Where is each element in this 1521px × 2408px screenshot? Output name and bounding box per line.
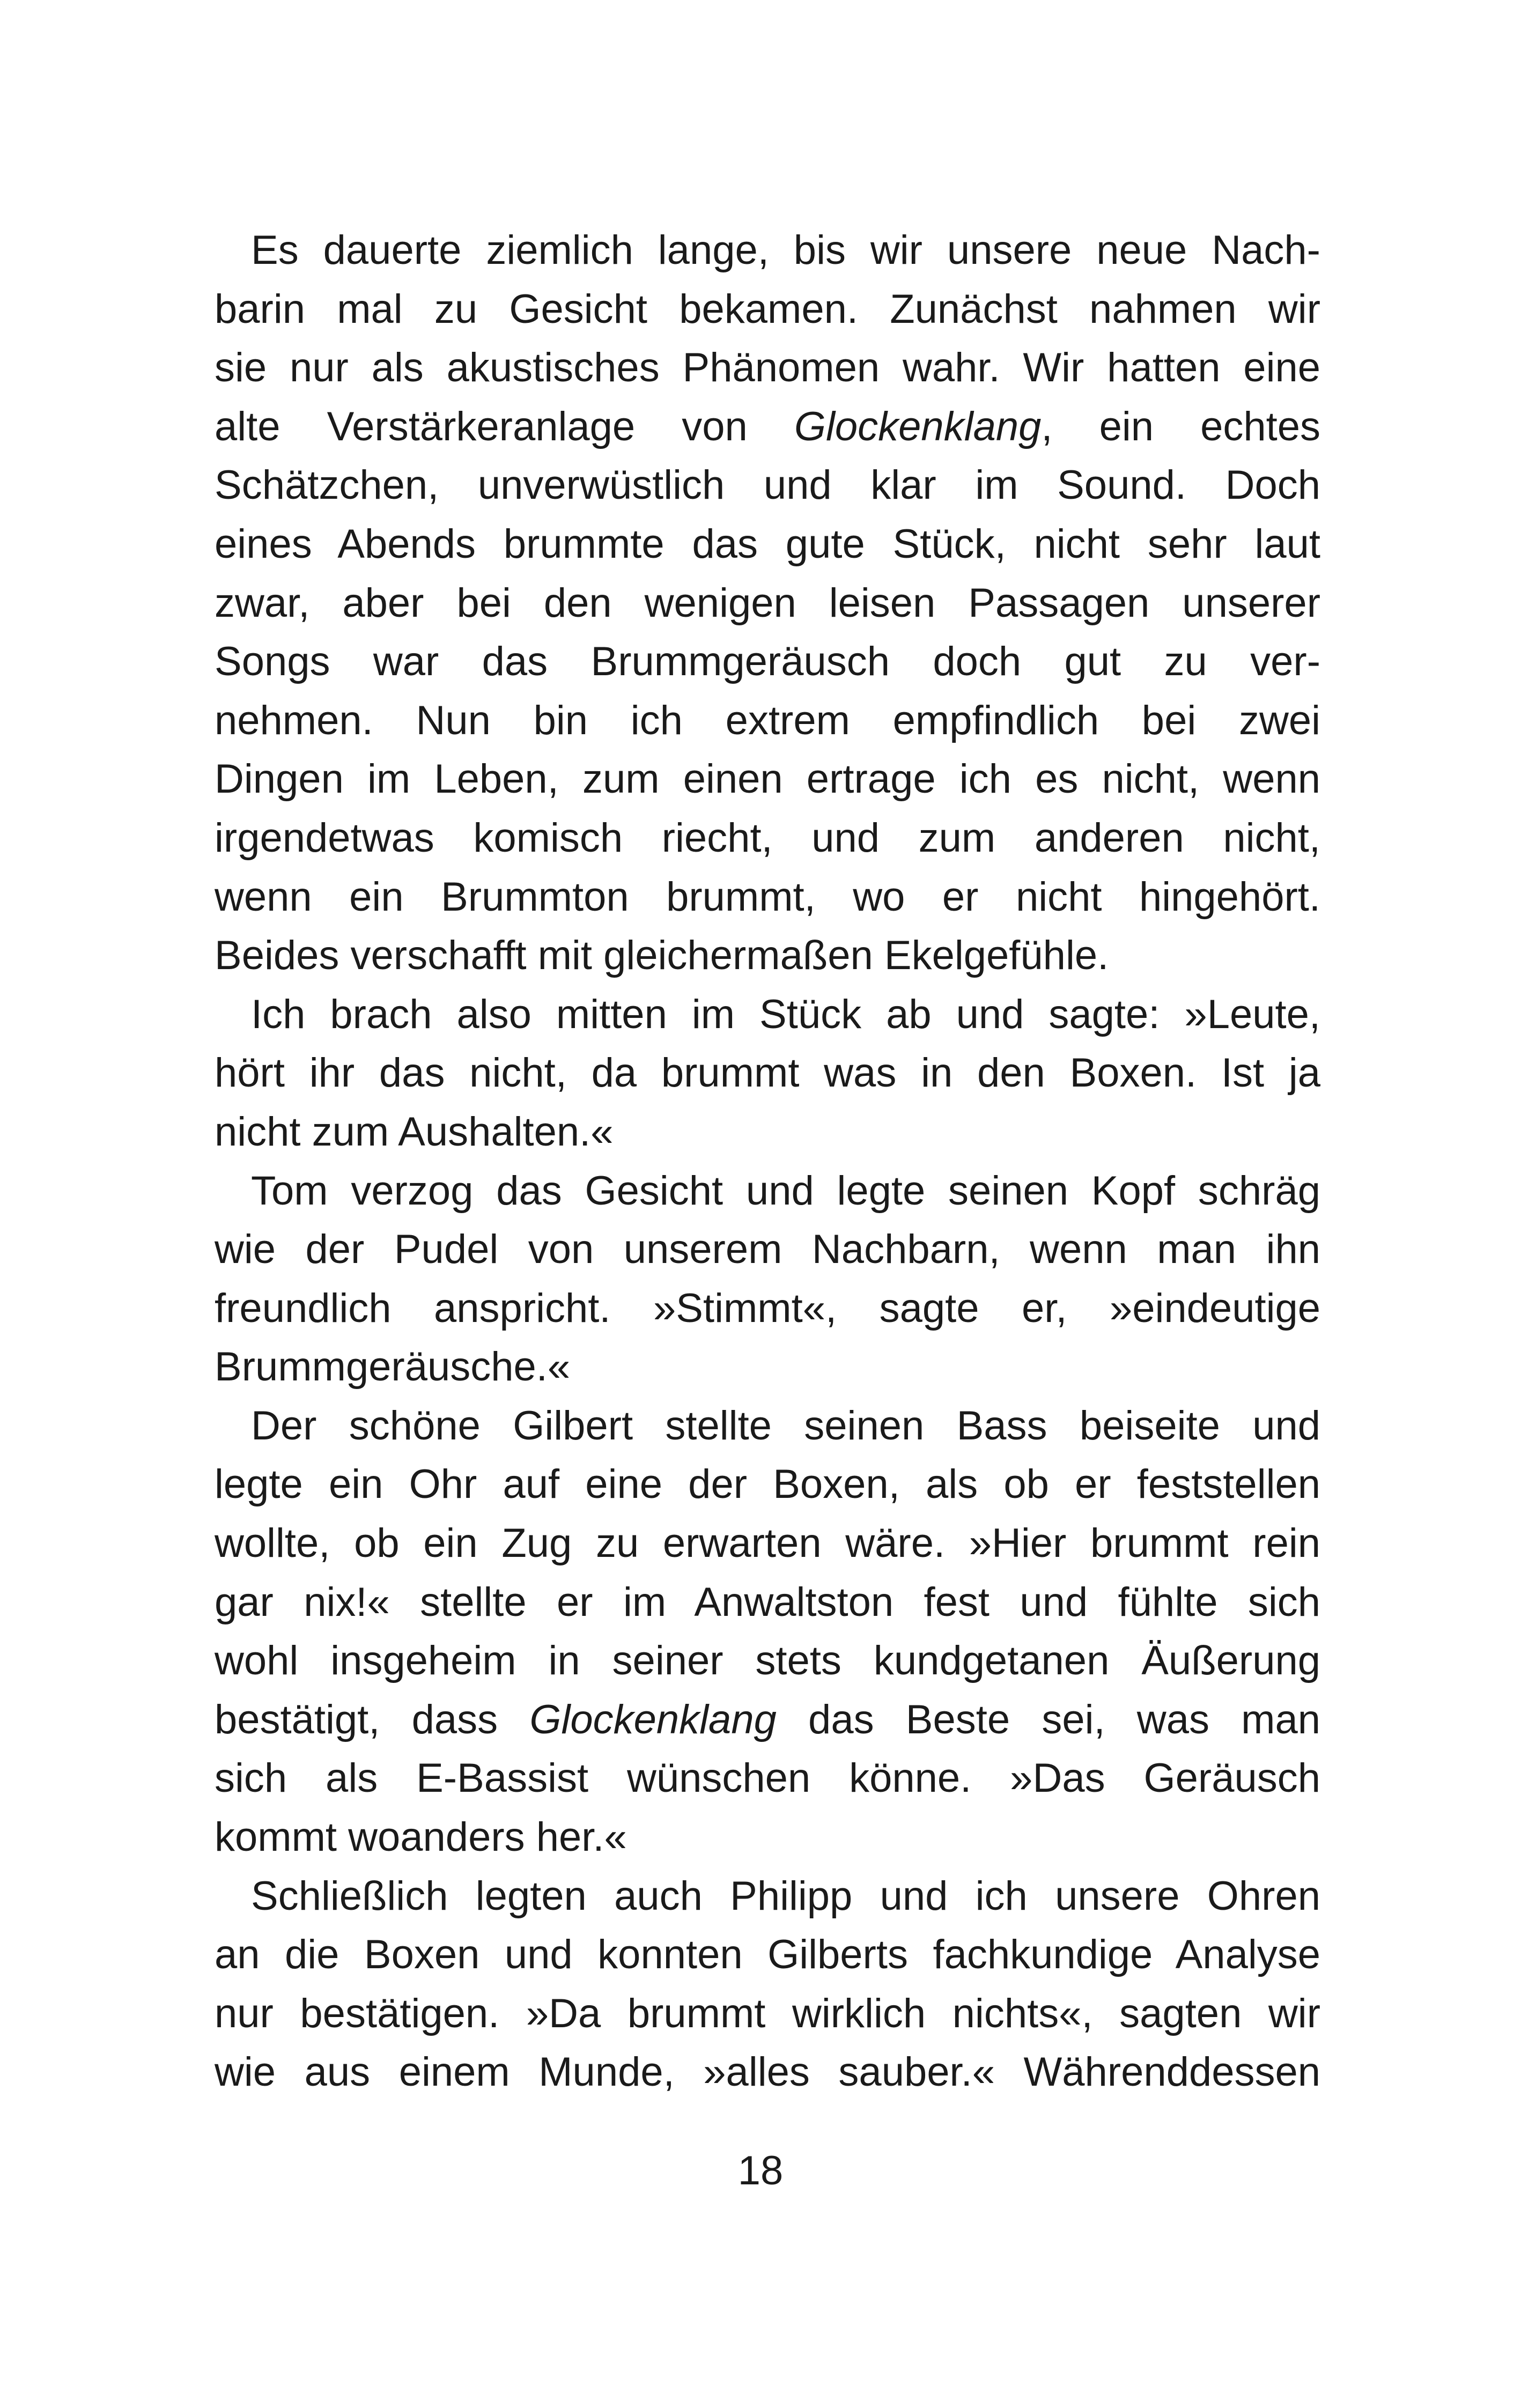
text-line: hört ihr das nicht, da brummt was in den Boxen. Ist ja [215,1050,1320,1096]
text-line: wollte, ob ein Zug zu erwarten wäre. »Hier brummt rein [215,1520,1320,1567]
text-line: zwar, aber bei den wenigen leisen Passagen unserer [215,580,1320,626]
text-line: bestätigt, dass Glockenklang das Beste sei, was man [215,1696,1321,1742]
text-line: Dingen im Leben, zum einen ertrage ich es nicht, wenn [215,756,1320,802]
text-line: Der schöne Gilbert stellte seinen Bass beiseite und [251,1402,1320,1449]
text-line: eines Abends brummte das gute Stück, nicht sehr laut [215,521,1320,567]
text-line: wie der Pudel von unserem Nachbarn, wenn man ihn [215,1227,1320,1273]
text-line: Songs war das Brummgeräusch doch gut zu ver- [215,639,1320,685]
italic-title: Glockenklang [794,403,1042,449]
text-line: an die Boxen und konnten Gilberts fachkundige Analyse [215,1932,1320,1978]
text-line: nur bestätigen. »Da brummt wirklich nichts«, sagten wir [215,1990,1320,2036]
text-line: nicht zum Aushalten.« [215,1109,614,1155]
text-line: Schließlich legten auch Philipp und ich unsere Ohren [251,1873,1320,1919]
text-line: freundlich anspricht. »Stimmt«, sagte er, »eindeutige [215,1285,1320,1331]
text-line: Schätzchen, unverwüstlich und klar im Sound. Doch [215,462,1320,508]
text-line: Es dauerte ziemlich lange, bis wir unsere neue Nach- [251,227,1320,273]
text-line: wie aus einem Munde, »alles sauber.« Währenddessen [215,2049,1320,2095]
text-line: alte Verstärkeranlage von Glockenklang, ein echtes [215,403,1321,449]
text-line: kommt woanders her.« [215,1814,627,1860]
text-line: legte ein Ohr auf eine der Boxen, als ob er feststellen [215,1461,1320,1508]
page-number: 18 [737,2148,784,2193]
italic-title: Glockenklang [529,1696,777,1742]
text-line: barin mal zu Gesicht bekamen. Zunächst nahmen wir [215,286,1320,332]
text-line: sich als E-Bassist wünschen könne. »Das Geräusch [215,1755,1320,1801]
text-line: Tom verzog das Gesicht und legte seinen Kopf schräg [251,1168,1320,1214]
text-line: nehmen. Nun bin ich extrem empfindlich bei zwei [215,697,1320,743]
text-line: Brummgeräusche.« [215,1344,571,1390]
text-line: gar nix!« stellte er im Anwaltston fest und fühlte sich [215,1579,1320,1625]
text-line: wohl insgeheim in seiner stets kundgetanen Äußerung [215,1638,1320,1684]
text-line: Ich brach also mitten im Stück ab und sagte: »Leute, [251,991,1320,1037]
text-line: irgendetwas komisch riecht, und zum anderen nicht, [215,815,1320,861]
text-line: wenn ein Brummton brummt, wo er nicht hingehört. [215,874,1320,920]
text-line: Beides verschafft mit gleichermaßen Ekelgefühle. [215,933,1109,979]
text-line: sie nur als akustisches Phänomen wahr. Wir hatten eine [215,345,1320,391]
body-text [215,221,1320,2102]
